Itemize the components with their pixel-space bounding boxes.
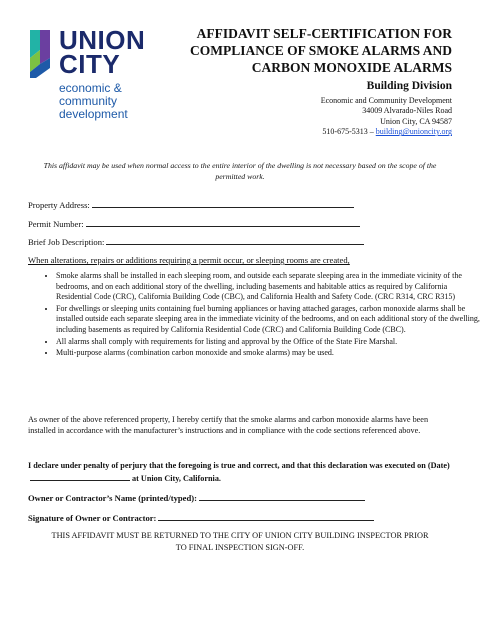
declaration-location: at Union City, California. <box>132 473 221 483</box>
logo-word-union: UNION <box>59 25 146 55</box>
job-description-label: Brief Job Description: <box>28 237 105 247</box>
owner-name-label: Owner or Contractor’s Name (printed/typed): <box>28 493 197 503</box>
permit-number-label: Permit Number: <box>28 219 84 229</box>
department-address <box>232 96 452 138</box>
email-link[interactable]: building@unioncity.org <box>375 127 452 137</box>
footer-line2: TO FINAL INSPECTION SIGN-OFF. <box>175 542 305 552</box>
property-address-label: Property Address: <box>28 200 90 210</box>
logo-sub-line1: economic & <box>59 81 122 95</box>
list-item: • Smoke alarms shall be installed in each sleeping room, and outside each separate sleeping area in the immediate vicinity of the bedrooms, and on each additional story of the dwelling, including basements and habitable attics as required by California Residential Code (CRC), California Building Code (CBC), and California Health and Safety Code. (CRC R314, CRC R315) <box>56 271 480 303</box>
signature-field[interactable] <box>28 512 374 523</box>
declaration-text: I declare under penalty of perjury that the foregoing is true and correct, and that this declaration was executed on (Date) <box>28 461 450 470</box>
logo-subtitle <box>59 82 128 121</box>
certification-paragraph: As owner of the above referenced property, I hereby certify that the smoke alarms and carbon monoxide alarms have been installed in accordance with the manufacturer’s instructions and in compliance with the code sections referenced above. <box>28 415 429 435</box>
return-instructions <box>28 530 452 553</box>
title-line3: CARBON MONOXIDE ALARMS <box>251 60 452 75</box>
owner-name-line[interactable] <box>199 492 365 501</box>
when-statement: When alterations, repairs or additions requiring a permit occur, or sleeping rooms are created, <box>28 255 350 265</box>
permit-number-field[interactable] <box>28 218 360 229</box>
dept-name: Economic and Community Development <box>320 96 452 105</box>
list-item: • All alarms shall comply with requirements for listing and approval by the Office of the State Fire Marshal. <box>56 337 480 348</box>
job-description-line[interactable] <box>106 236 364 245</box>
date-line[interactable] <box>30 472 130 481</box>
city-state-zip: Union City, CA 94587 <box>380 116 452 126</box>
intro-note: This affidavit may be used when normal access to the entire interior of the dwelling is not necessary based on the scope of the permitted work. <box>43 161 437 181</box>
title-line1: AFFIDAVIT SELF-CERTIFICATION FOR <box>196 26 452 41</box>
phone-number: 510-675-5313 – <box>322 127 376 137</box>
logo-mark-icon <box>28 28 52 80</box>
document-title <box>182 25 452 76</box>
declaration-paragraph <box>28 461 452 485</box>
property-address-line[interactable] <box>92 199 354 208</box>
logo-wordmark <box>59 25 146 79</box>
property-address-field[interactable] <box>28 199 354 210</box>
signature-line[interactable] <box>158 512 374 521</box>
permit-number-line[interactable] <box>86 218 360 227</box>
logo-sub-line3: development <box>59 107 128 121</box>
footer-line1: THIS AFFIDAVIT MUST BE RETURNED TO THE CITY OF UNION CITY BUILDING INSPECTOR PRIOR <box>51 531 429 540</box>
owner-name-field[interactable] <box>28 492 365 503</box>
logo-sub-line2: community <box>59 94 118 108</box>
street-address: 34009 Alvarado-Niles Road <box>362 106 452 116</box>
union-city-logo <box>28 24 168 124</box>
list-item: • For dwellings or sleeping units containing fuel burning appliances or having attached garages, carbon monoxide alarms shall be installed outside each separate sleeping area in the immediate vicinity of the bedrooms, and on each additional story of the dwelling, including basements as required by California Residential Code (CRC) and California Building Code (CBC). <box>56 304 480 336</box>
signature-label: Signature of Owner or Contractor: <box>28 513 157 523</box>
title-line2: COMPLIANCE OF SMOKE ALARMS AND <box>189 43 452 58</box>
date-field[interactable] <box>28 473 130 483</box>
division-name: Building Division <box>366 80 452 92</box>
contact-line <box>232 127 452 137</box>
list-item: • Multi-purpose alarms (combination carbon monoxide and smoke alarms) may be used. <box>56 348 480 359</box>
requirements-list <box>28 271 480 360</box>
job-description-field[interactable] <box>28 236 364 247</box>
logo-word-city: CITY <box>59 49 121 79</box>
